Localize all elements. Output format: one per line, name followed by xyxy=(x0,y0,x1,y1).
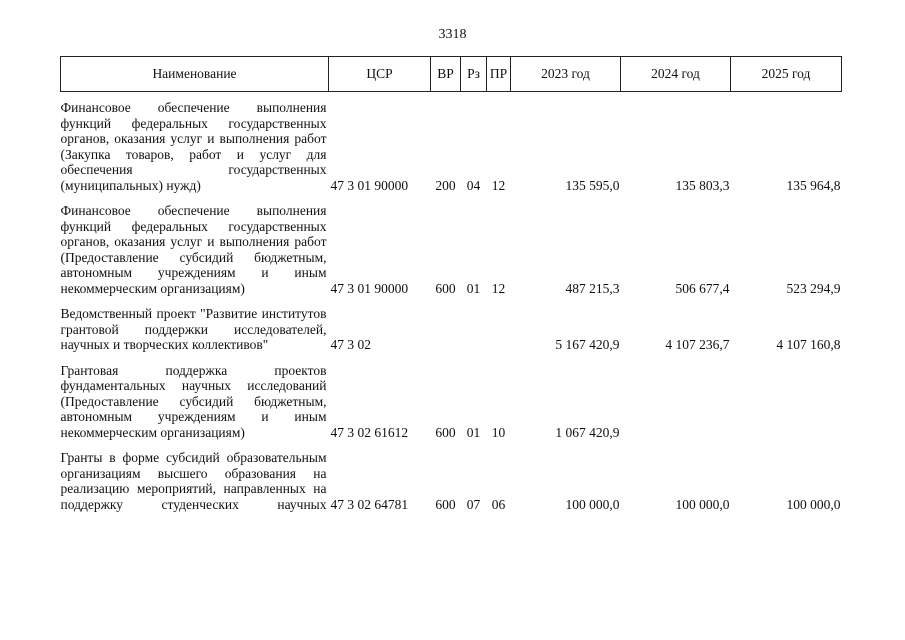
row-spacer xyxy=(61,353,842,363)
row-csr: 47 3 01 90000 xyxy=(330,280,409,296)
row-pr xyxy=(487,306,511,353)
header-name: Наименование xyxy=(61,57,329,92)
row-csr: 47 3 02 64781 xyxy=(330,496,409,512)
header-pr: ПР xyxy=(487,57,511,92)
row-2025: 523 294,9 xyxy=(786,280,841,296)
row-name: Финансовое обеспечение выполнения функций федеральных государственных органов, оказания услуг и выполнения работ (Предоставление субсидий бюджетным, автономным учреждениям и иным некоммерческим организациям) xyxy=(60,203,327,296)
budget-table xyxy=(60,56,842,512)
row-pr: 12 xyxy=(491,280,506,296)
row-csr: 47 3 02 61612 xyxy=(330,424,409,440)
header-2025: 2025 год xyxy=(731,57,842,92)
table-body xyxy=(61,92,842,513)
row-csr: 47 3 02 xyxy=(330,337,371,352)
header-rz: Рз xyxy=(461,57,487,92)
row-pr: 10 xyxy=(491,424,506,440)
row-2023: 135 595,0 xyxy=(565,177,620,193)
row-2025: 100 000,0 xyxy=(786,496,841,512)
header-2023: 2023 год xyxy=(511,57,621,92)
row-2025: 4 107 160,8 xyxy=(776,337,841,352)
row-2023: 100 000,0 xyxy=(565,496,620,512)
table-row xyxy=(61,450,842,512)
table-row xyxy=(61,203,842,296)
row-rz: 07 xyxy=(466,496,481,512)
row-spacer xyxy=(61,193,842,203)
row-2025: 135 964,8 xyxy=(786,177,841,193)
row-name: Финансовое обеспечение выполнения функций федеральных государственных органов, оказания услуг и выполнения работ (Закупка товаров, работ и услуг для обеспечения государственных (муниципальных) нужд) xyxy=(60,100,327,193)
row-rz: 01 xyxy=(466,280,481,296)
row-pr: 06 xyxy=(491,496,506,512)
row-2023: 1 067 420,9 xyxy=(555,424,620,440)
header-csr: ЦСР xyxy=(329,57,431,92)
table-row xyxy=(61,363,842,441)
row-vr: 600 xyxy=(435,424,456,440)
row-vr: 200 xyxy=(435,177,456,193)
row-name: Грантовая поддержка проектов фундаментальных научных исследований (Предоставление субсидий бюджетным, автономным учреждениям и иным некоммерческим организациям) xyxy=(60,362,327,440)
row-2024: 506 677,4 xyxy=(675,280,730,296)
row-2023: 487 215,3 xyxy=(565,280,620,296)
header-2024: 2024 год xyxy=(621,57,731,92)
row-2023: 5 167 420,9 xyxy=(555,337,620,352)
row-name: Ведомственный проект "Развитие институтов грантовой поддержки исследователей, научных и творческих коллективов" xyxy=(60,306,327,352)
row-vr xyxy=(431,306,461,353)
row-2024: 100 000,0 xyxy=(675,496,730,512)
table-header xyxy=(61,57,842,92)
row-rz: 01 xyxy=(466,424,481,440)
row-name: Гранты в форме субсидий образовательным организациям высшего образования на реализацию мероприятий, направленных на поддержку студенческих научных xyxy=(60,450,327,512)
row-2025 xyxy=(731,363,842,441)
row-spacer xyxy=(61,440,842,450)
header-row xyxy=(61,57,842,92)
row-csr: 47 3 01 90000 xyxy=(330,177,409,193)
row-pr: 12 xyxy=(491,177,506,193)
row-spacer xyxy=(61,296,842,306)
row-rz xyxy=(461,306,487,353)
row-2024 xyxy=(621,363,731,441)
row-vr: 600 xyxy=(435,280,456,296)
table-row xyxy=(61,306,842,353)
row-2024: 135 803,3 xyxy=(675,177,730,193)
header-vr: ВР xyxy=(431,57,461,92)
page-number: 3318 xyxy=(438,27,467,42)
row-2024: 4 107 236,7 xyxy=(665,337,730,352)
row-rz: 04 xyxy=(466,177,481,193)
table-row xyxy=(61,92,842,194)
row-vr: 600 xyxy=(435,496,456,512)
